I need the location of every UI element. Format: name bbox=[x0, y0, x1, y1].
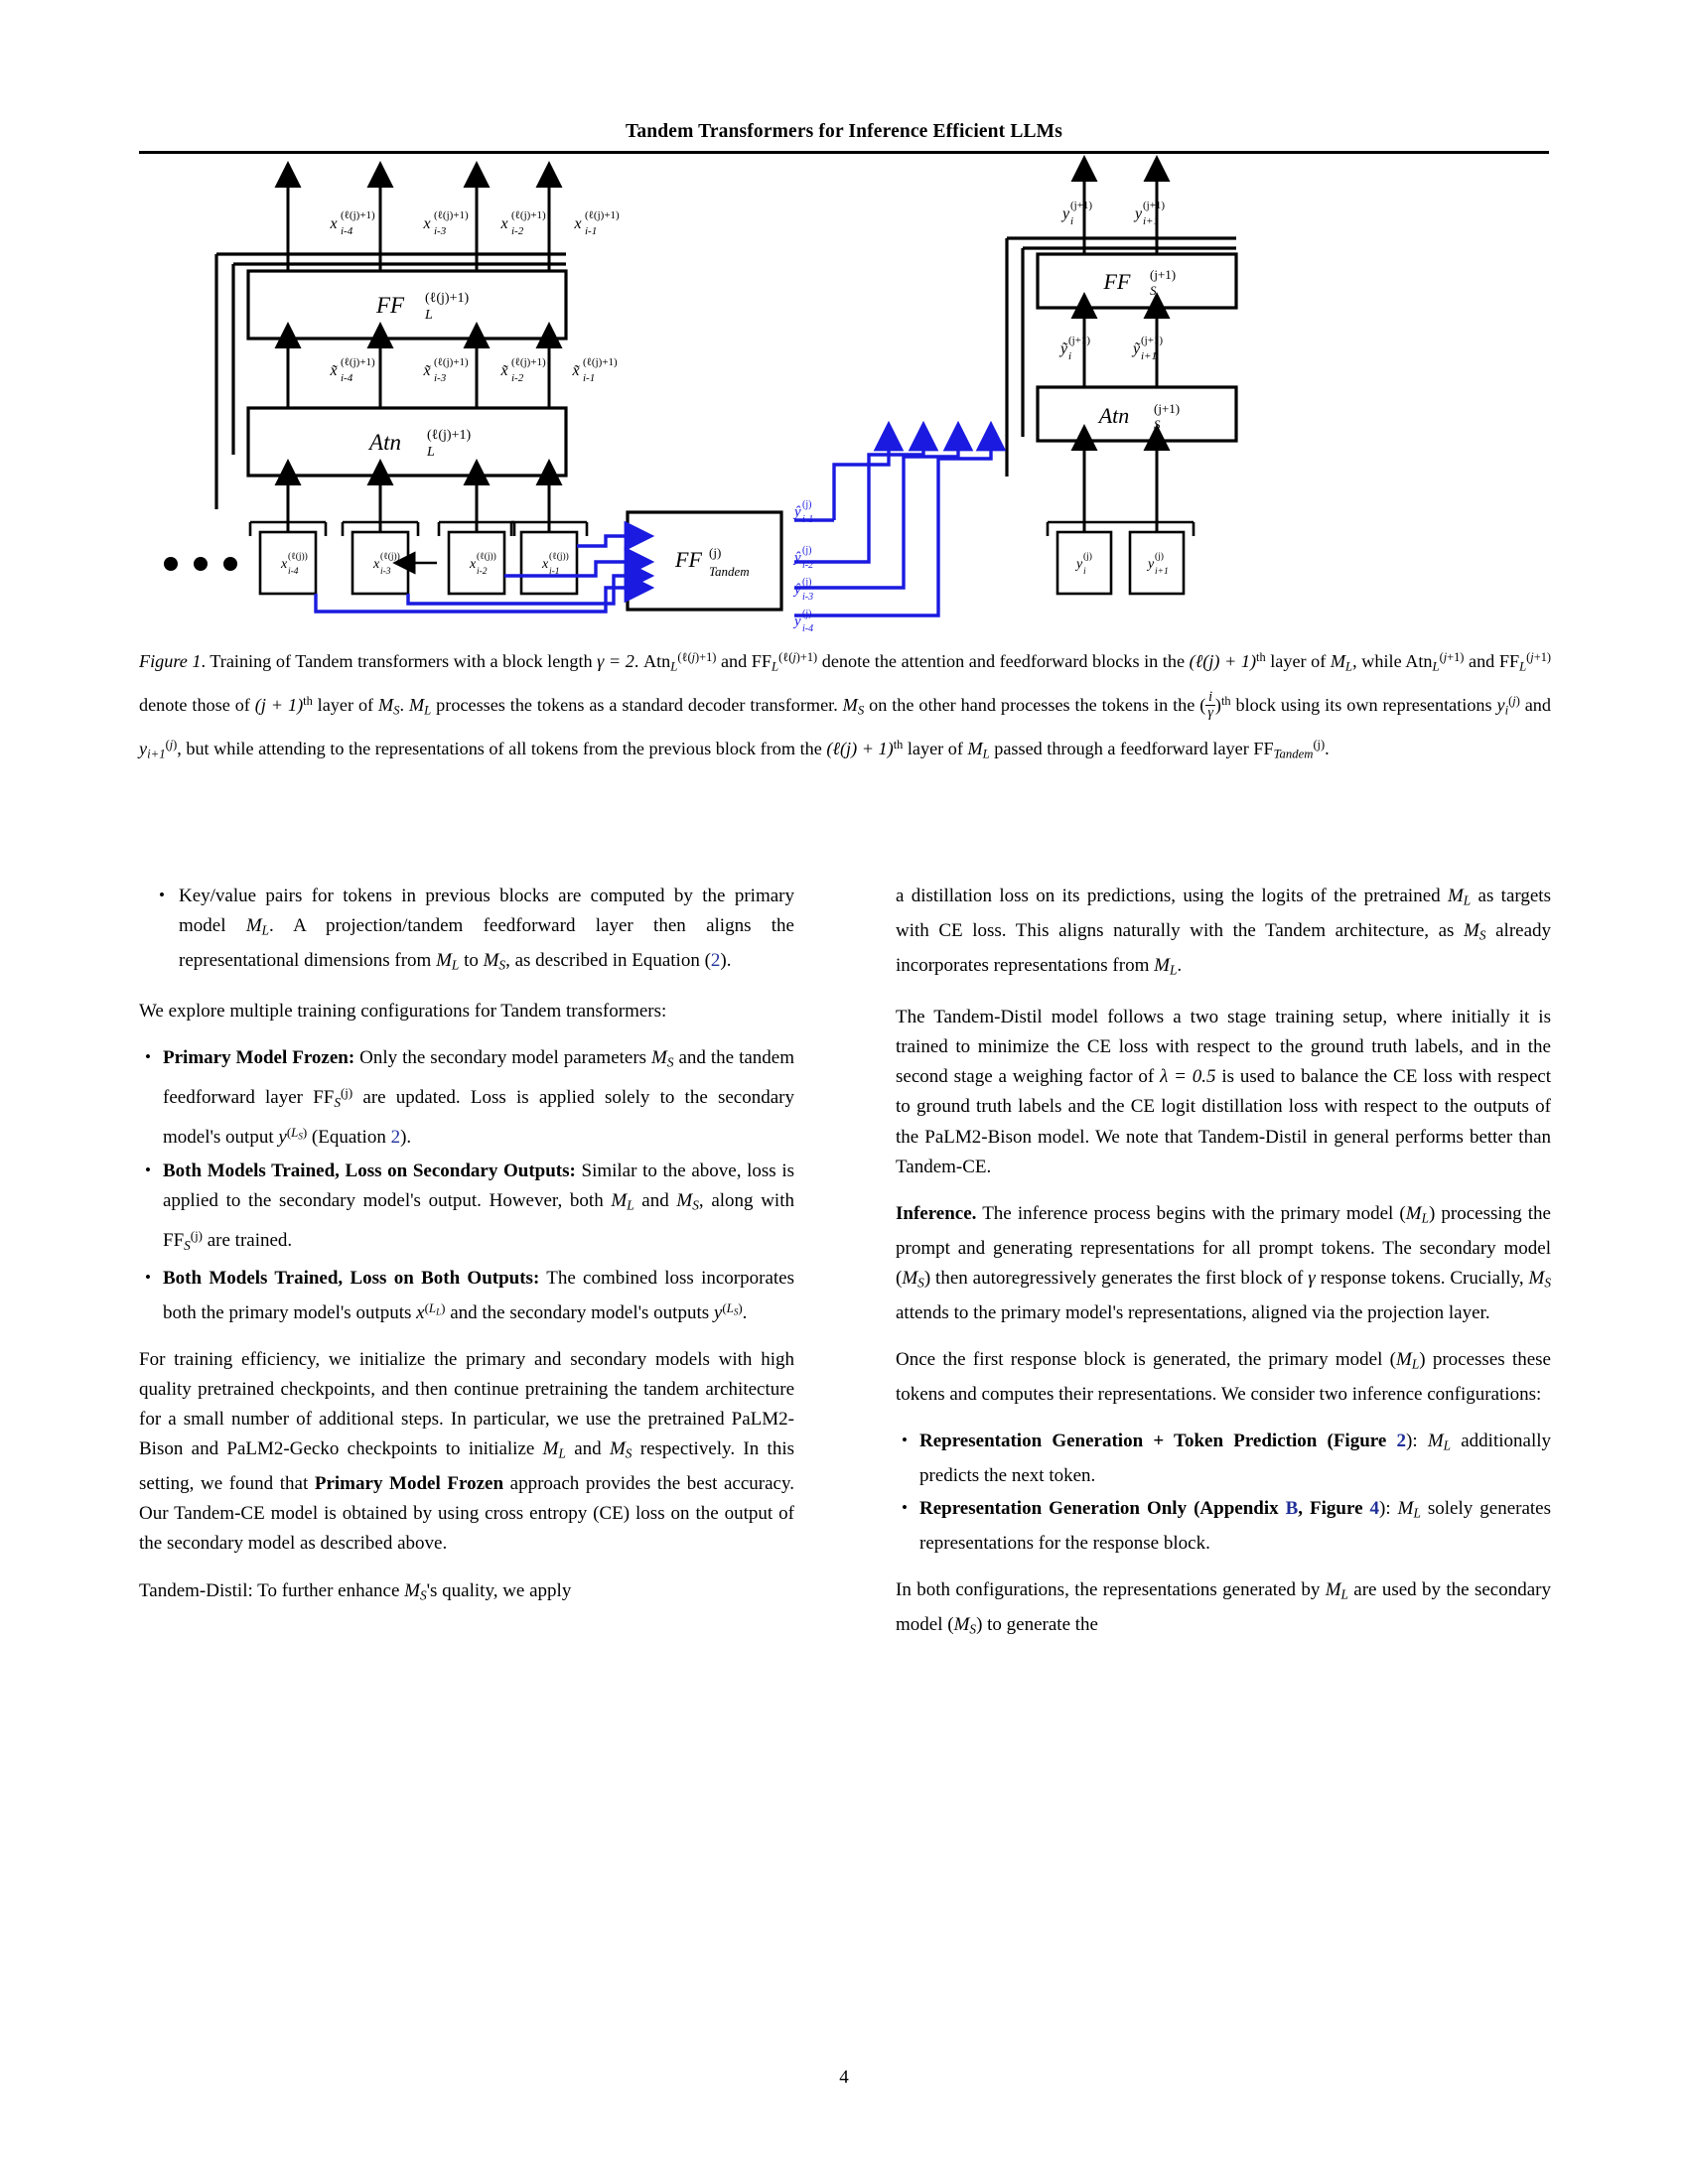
figure-1-diagram bbox=[139, 167, 1549, 634]
list-item: • Representation Generation Only (Appendix B, Figure 4): $M_L$ solely generates representations for the response block. bbox=[896, 1494, 1551, 1559]
svg-text:i-1: i-1 bbox=[802, 514, 814, 525]
svg-text:(j): (j) bbox=[802, 545, 812, 556]
svg-text:x: x bbox=[542, 557, 549, 572]
svg-text:i-1: i-1 bbox=[549, 567, 560, 577]
paragraph-inference: Inference. The inference process begins with the primary model $(M_L)$ processing the prompt and generating representations for all prompt tokens. The secondary model $(M_S)$ then autoregressively generates the first block of γ response tokens. Crucially, $M_S$ attends to the primary model's representations, aligned via the projection layer. bbox=[896, 1202, 1552, 1324]
list-item: • Both Models Trained, Loss on Both Outputs: The combined loss incorporates both the primary model's outputs $x^{(L_L)}$ and the secondary model's outputs $y^{(L_S)}$. bbox=[139, 1264, 794, 1329]
svg-text:ỹ: ỹ bbox=[1060, 341, 1068, 357]
paragraph-training-efficiency: For training efficiency, we initialize the primary and secondary models with high quality pretrained checkpoints, and then continue pretraining the tandem architecture for a small number of additional steps. In particular, we use the pretrained PaLM2-Bison and PaLM2-Gecko checkpoints to initialize $M_L$ and $M_S$ respectively. In this setting, we found that Primary Model Frozen approach provides the best accuracy. Our Tandem-CE model is obtained by using cross entropy (CE) loss on the output of the secondary model as described above. bbox=[139, 1348, 794, 1555]
svg-text:x: x bbox=[330, 215, 338, 232]
svg-text:i-2: i-2 bbox=[802, 560, 814, 571]
svg-text:(ℓ(j)+1): (ℓ(j)+1) bbox=[427, 428, 472, 443]
svg-text:y: y bbox=[1062, 205, 1070, 222]
svg-text:S: S bbox=[1154, 417, 1161, 432]
svg-text:FF: FF bbox=[1103, 269, 1131, 294]
right-bullet-list bbox=[896, 1427, 1551, 1559]
list-item: • Key/value pairs for tokens in previous blocks are computed by the primary model $M_L$. A projection/tandem feedforward layer then aligns the representational dimensions from $M_L$ to $M_S$, as described in Equation (2). bbox=[139, 882, 794, 981]
inline-bold-frozen: Primary Model Frozen bbox=[314, 1473, 504, 1495]
svg-text:(j): (j) bbox=[1083, 552, 1092, 562]
paragraph-tandem-distil: Tandem-Distil: To further enhance $M_S's$ quality, we apply bbox=[139, 1579, 572, 1603]
svg-text:i-3: i-3 bbox=[434, 372, 447, 384]
svg-text:(j+1): (j+1) bbox=[1070, 200, 1093, 211]
svg-text:(j): (j) bbox=[802, 609, 812, 619]
svg-text:(ℓ(j)+1): (ℓ(j)+1) bbox=[585, 209, 620, 221]
page-number: 4 bbox=[839, 2067, 849, 2088]
svg-text:(j): (j) bbox=[802, 499, 812, 510]
svg-text:i+1: i+1 bbox=[1143, 215, 1159, 227]
svg-text:y: y bbox=[1148, 557, 1155, 572]
svg-text:i-1: i-1 bbox=[585, 225, 598, 237]
bullet-heading: Primary Model Frozen: bbox=[163, 1047, 355, 1069]
svg-text:(ℓ(j)+1): (ℓ(j)+1) bbox=[341, 209, 375, 221]
svg-text:(j+1): (j+1) bbox=[1154, 401, 1181, 416]
svg-text:i-4: i-4 bbox=[341, 372, 353, 384]
svg-text:ŷ: ŷ bbox=[794, 582, 801, 598]
svg-text:i: i bbox=[1070, 215, 1074, 227]
svg-text:(j+1): (j+1) bbox=[1150, 267, 1177, 282]
svg-text:(ℓ(j)+1): (ℓ(j)+1) bbox=[511, 356, 546, 368]
bullet-heading: Both Models Trained, Loss on Both Outputs: bbox=[163, 1267, 540, 1289]
appendix-ref-b[interactable]: B bbox=[1285, 1498, 1299, 1520]
gamma-value: γ = 2 bbox=[597, 650, 634, 671]
svg-text:i: i bbox=[1083, 567, 1086, 577]
svg-text:(j+1): (j+1) bbox=[1068, 335, 1091, 346]
svg-text:y: y bbox=[1135, 205, 1143, 222]
svg-text:i-2: i-2 bbox=[511, 372, 524, 384]
left-bullet-list-2 bbox=[139, 1043, 794, 1328]
list-item: • Primary Model Frozen: Only the secondary model parameters $M_S$ and the tandem feedforward layer $FF_S^{(j)}$ are updated. Loss is applied solely to the secondary model's output $y^{(L_S)}$ (Equation 2). bbox=[139, 1043, 794, 1153]
svg-text:FF: FF bbox=[675, 547, 702, 572]
svg-text:i-4: i-4 bbox=[288, 567, 299, 577]
svg-text:i+1: i+1 bbox=[1155, 567, 1169, 577]
right-column bbox=[896, 882, 1551, 1661]
equation-ref-2[interactable]: 2 bbox=[710, 950, 721, 972]
paragraph-two-stage-setup: The Tandem-Distil model follows a two stage training setup, where initially it is trained to minimize the CE loss with respect to the ground truth labels, and in the second stage a weighing factor of λ = 0.5 is used to balance the CE loss with respect to ground truth labels and the CE logit distillation loss with respect to the outputs of the PaLM2-Bison model. We note that Tandem-Distil in general performs better than Tandem-CE. bbox=[896, 1006, 1551, 1177]
body-columns bbox=[139, 882, 1551, 2063]
svg-text:FF: FF bbox=[375, 293, 405, 318]
svg-text:x: x bbox=[373, 557, 380, 572]
svg-text:i-2: i-2 bbox=[511, 225, 524, 237]
svg-text:x̃: x̃ bbox=[423, 362, 431, 379]
figure-ref-4[interactable]: 4 bbox=[1369, 1498, 1380, 1520]
bullet-heading-cont: , Figure bbox=[1298, 1498, 1363, 1520]
svg-text:x̃: x̃ bbox=[572, 362, 580, 379]
equation-ref-2b[interactable]: 2 bbox=[390, 1127, 401, 1149]
svg-text:L: L bbox=[427, 445, 435, 460]
svg-text:(ℓ(j)+1): (ℓ(j)+1) bbox=[583, 356, 618, 368]
running-header: Tandem Transformers for Inference Efficient LLMs bbox=[626, 121, 1062, 142]
frac-numerator: i bbox=[1205, 690, 1215, 706]
svg-text:x: x bbox=[500, 215, 508, 232]
svg-text:L: L bbox=[425, 308, 433, 323]
left-column bbox=[139, 882, 794, 1628]
svg-text:i-2: i-2 bbox=[477, 567, 488, 577]
svg-text:x̃: x̃ bbox=[330, 362, 338, 379]
svg-text:(ℓ(j)): (ℓ(j)) bbox=[549, 552, 569, 562]
svg-text:ŷ: ŷ bbox=[794, 504, 801, 520]
svg-text:(ℓ(j)): (ℓ(j)) bbox=[477, 552, 496, 562]
paragraph-training-configs: We explore multiple training configurations for Tandem transformers: bbox=[139, 1001, 667, 1023]
svg-text:x̃: x̃ bbox=[500, 362, 508, 379]
svg-text:(j): (j) bbox=[802, 577, 812, 588]
lambda-value: λ = 0.5 bbox=[1160, 1066, 1216, 1088]
figure-caption: Figure 1. Training of Tandem transformers with a block length γ = 2. Atn$_L^{(\ell(j)+1)}$ and $FF_L^{(\ell(j)+1)}$ denote the attention and feedforward blocks in the (ℓ(j) + 1)$^{th}$ layer of $M_L$, while Atn$_L^{(j+1)}$ and $FF_L^{(j+1)}$ denote those of $(j + 1)^{th}$ layer of $M_S$. $M_L$ processes the tokens as a standard decoder transformer. $M_S$ on the other hand processes the tokens in the ( $\frac{i}{\gamma}$ )$^{th}$ block using its own representations $y_i^{(j)}$ and $y_{i+1}^{(j)}$, but while attending to the representations of all tokens from the previous block from the (ℓ(j) + 1)$^{th}$ layer of $M_L$ passed through a feedforward layer $FF_{Tandem}^{(j)}$. bbox=[139, 650, 1552, 761]
svg-text:i: i bbox=[1068, 350, 1072, 362]
paragraph-distillation-loss: a distillation loss on its predictions, using the logits of the pretrained $M_L$ as targets with CE loss. This aligns naturally with the Tandem architecture, as $M_S$ already incorporates representations from $M_L$. bbox=[896, 886, 1552, 978]
svg-text:(ℓ(j)): (ℓ(j)) bbox=[380, 552, 400, 562]
bullet-heading: Both Models Trained, Loss on Secondary Outputs: bbox=[163, 1160, 576, 1181]
svg-text:i+1: i+1 bbox=[1141, 350, 1157, 362]
svg-text:Atn: Atn bbox=[1098, 403, 1130, 428]
paragraph-both-configs: In both configurations, the representations generated by $M_L$ are used by the secondary model $(M_S)$ to generate the bbox=[896, 1578, 1551, 1637]
svg-text:(ℓ(j)+1): (ℓ(j)+1) bbox=[425, 291, 470, 306]
bullet-heading: Representation Generation Only (Appendix bbox=[919, 1498, 1286, 1520]
figure-label: Figure 1 bbox=[139, 650, 202, 671]
svg-text:i-4: i-4 bbox=[802, 623, 814, 634]
svg-text:(j+1): (j+1) bbox=[1141, 335, 1164, 346]
svg-text:(ℓ(j)+1): (ℓ(j)+1) bbox=[511, 209, 546, 221]
svg-text:Atn: Atn bbox=[369, 430, 401, 455]
svg-text:ŷ: ŷ bbox=[794, 550, 801, 566]
svg-text:x: x bbox=[423, 215, 431, 232]
svg-text:(ℓ(j)+1): (ℓ(j)+1) bbox=[434, 356, 469, 368]
svg-text:Tandem: Tandem bbox=[709, 564, 750, 579]
svg-text:x: x bbox=[470, 557, 477, 572]
svg-text:ŷ: ŷ bbox=[794, 614, 801, 629]
figure-ref-2[interactable]: 2 bbox=[1396, 1431, 1406, 1452]
list-item: • Both Models Trained, Loss on Secondary Outputs: Similar to the above, loss is applied to the secondary model's output. However, both $M_L$ and $M_S$, along with $FF_S^{(j)}$ are trained. bbox=[139, 1157, 794, 1261]
svg-text:(j+1): (j+1) bbox=[1143, 200, 1166, 211]
svg-text:i-3: i-3 bbox=[434, 225, 447, 237]
left-bullet-list-1 bbox=[139, 882, 794, 981]
svg-text:i-3: i-3 bbox=[802, 592, 814, 603]
svg-text:(j): (j) bbox=[1155, 552, 1164, 562]
header-rule bbox=[139, 151, 1549, 154]
svg-text:ỹ: ỹ bbox=[1133, 341, 1141, 357]
svg-text:y: y bbox=[1076, 557, 1083, 572]
frac-denominator: γ bbox=[1207, 704, 1213, 721]
svg-text:(ℓ(j)+1): (ℓ(j)+1) bbox=[434, 209, 469, 221]
svg-text:x: x bbox=[574, 215, 582, 232]
inference-heading: Inference. bbox=[896, 1202, 977, 1224]
svg-text:(j): (j) bbox=[709, 545, 722, 560]
svg-text:(ℓ(j)+1): (ℓ(j)+1) bbox=[341, 356, 375, 368]
list-item: • Representation Generation + Token Prediction (Figure 2): $M_L$ additionally predicts the next token. bbox=[896, 1427, 1551, 1491]
bullet-heading: Representation Generation + Token Prediction (Figure bbox=[919, 1431, 1387, 1452]
svg-text:i-1: i-1 bbox=[583, 372, 596, 384]
svg-text:i-3: i-3 bbox=[380, 567, 391, 577]
svg-text:S: S bbox=[1150, 283, 1157, 298]
svg-text:x: x bbox=[281, 557, 288, 572]
svg-text:i-4: i-4 bbox=[341, 225, 353, 237]
svg-text:(ℓ(j)): (ℓ(j)) bbox=[288, 552, 308, 562]
paragraph-first-block: Once the first response block is generated, the primary model $(M_L)$ processes these tokens and computes their representations. We consider two inference configurations: bbox=[896, 1349, 1551, 1406]
